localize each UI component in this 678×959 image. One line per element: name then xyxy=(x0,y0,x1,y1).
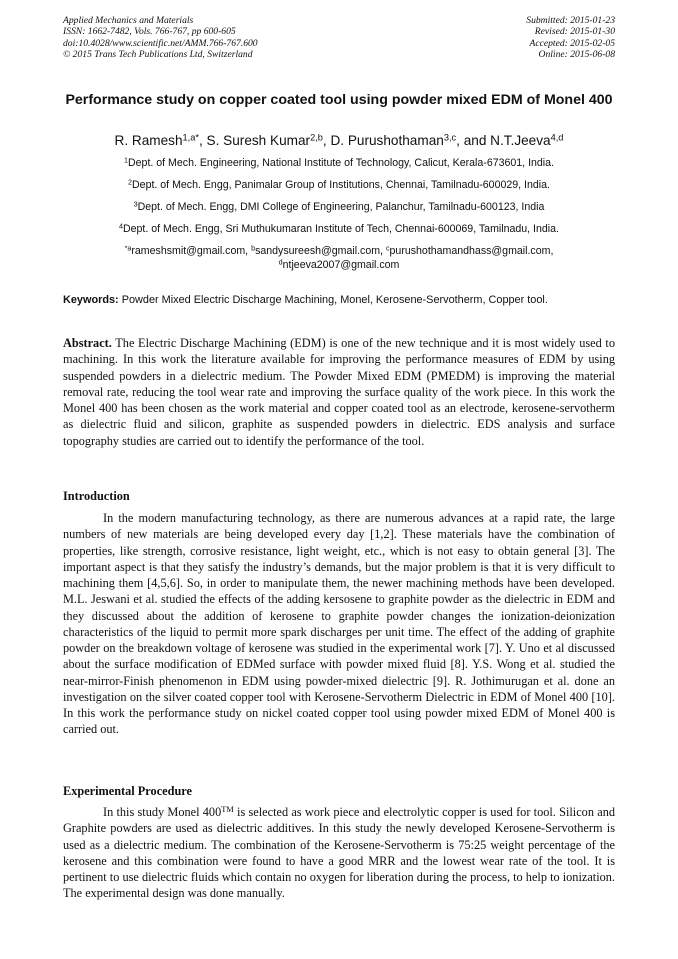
email-address[interactable]: sandysureesh@gmail.com xyxy=(255,245,381,257)
keywords xyxy=(63,293,615,307)
doi-line: doi:10.4028/www.scientific.net/AMM.766-767.600 xyxy=(63,37,258,49)
email-address[interactable]: rameshsmit@gmail.com xyxy=(131,245,246,257)
affiliation-4: $^4$Dept. of Mech. Engg, Sri Muthukumaran Institute of Tech, Chennai-600069, Tamilnadu, India. xyxy=(119,221,559,235)
introduction-paragraph: In the modern manufacturing technology, as there are numerous advances at a rapid rate, the large numbers of new materials are being developed every day [1,2]. These materials have the combination of properties, like strength, corrosive resistance, light weight, etc., which is not easy to obtain general [3]. The important aspect is that they satisfy the industry’s demands, but the major problem is that it is very difficult to machining them [4,5,6]. So, in order to manipulate them, the newer machining methods have been developed. M.L. Jeswani et al. studied the effects of the adding kersosene to graphite powder as the dielectric in EDM and they discussed about the addition of kerosene to graphite powder changes the ionization-deionization characteristics of the liquid to permit more spark discharges per unit time. The effect of the adding of graphite powder on the breakdown voltage of kerosene was studied in the experimental work [7]. Y. Uno et al discussed about the surface modification of EDMed surface with powder mixed fluid [8]. Y.S. Wong et al. studied the near-mirror-Finish phenomenon in EDM using powder-mixed dielectric [9]. R. Jothimurugan et al. done an investigation on the silver coated copper tool with Kerosene-Servotherm Dielectric in EDM of Monel 400 [10]. In this work the performance study on nickel coated copper tool using powder mixed EDM of Monel 400 is carried out. xyxy=(63,511,615,737)
submitted-date: Submitted: 2015-01-23 xyxy=(526,15,615,26)
author-emails: $^{*a}$rameshsmit@gmail.com, $^b$sandysureesh@gmail.com, $^c$purushothamandhass@gmail.com, $^d$ntjeeva2007@gmail.com xyxy=(124,243,554,271)
revised-date: Revised: 2015-01-30 xyxy=(534,26,615,38)
affiliation-2: $^2$Dept. of Mech. Engg, Panimalar Group of Institutions, Chennai, Tamilnadu-600029, India. xyxy=(128,177,550,191)
affiliation-3: $^3$Dept. of Mech. Engg, DMI College of Engineering, Palanchur, Tamilnadu-600123, India xyxy=(133,199,545,213)
email-address[interactable]: ntjeeva2007@gmail.com xyxy=(282,258,400,271)
author-list xyxy=(20,132,658,149)
section-heading-experimental: Experimental Procedure xyxy=(63,784,192,798)
journal-name: Applied Mechanics and Materials xyxy=(63,15,194,26)
journal-header-left xyxy=(63,15,258,61)
keywords-label: Keywords: xyxy=(63,294,119,306)
abstract-text: The Electric Discharge Machining (EDM) is one of the new technique and it is most widely used to machining. In this work the literature available for improving the performance measures of EDM by using suspended powders in a dielectric medium. The Powder Mixed EDM (PMEDM) is improving the material removal rate, reducing the tool wear rate and improving the surface quality of the work piece. In this work the Monel 400 has been chosen as the work material and copper coated tool as an electrode, kerosene-servotherm as dielectric fluid and silicon, graphite as suspended powders in dielectric. EDS analysis and surface topography studies are carried out to identify the performance of the tool. xyxy=(63,336,615,448)
abstract-label: Abstract. xyxy=(63,336,112,350)
affiliation-1: $^1$Dept. of Mech. Engineering, National Institute of Technology, Calicut, Kerala-673601, India. xyxy=(124,155,554,169)
author: D. Purushothaman$^{3,c}$, and xyxy=(330,132,491,148)
abstract xyxy=(63,335,615,449)
copyright-line: © 2015 Trans Tech Publications Ltd, Switzerland xyxy=(63,49,253,61)
email-address[interactable]: purushothamandhass@gmail.com xyxy=(389,245,551,257)
paper-title: Performance study on copper coated tool using powder mixed EDM of Monel 400 xyxy=(65,92,613,108)
author: R. Ramesh$^{1,a*}$, xyxy=(114,132,207,148)
journal-header-right xyxy=(526,15,615,61)
experimental-paragraph: In this study Monel 400™ is selected as work piece and electrolytic copper is used for tool. Silicon and Graphite powders are used as dielectric additives. In this study the newly developed Kerosene-Servotherm is used as a dielectric medium. The combination of the Kerosene-Servotherm is 75:25 weight percentage of the kerosene and this combination were found to have a good MRR and the lowest wear rate of the tool. It is pertinent to use dielectric fluids which contain no oxygen for liberation during the process, to help to ionization. The experimental design was done manually. xyxy=(63,805,615,901)
author: N.T.Jeeva$^{4,d}$ xyxy=(490,132,564,148)
author: S. Suresh Kumar$^{2,b}$, xyxy=(206,132,331,148)
online-date: Online: 2015-06-08 xyxy=(538,49,615,61)
keywords-text: Powder Mixed Electric Discharge Machining, Monel, Kerosene-Servotherm, Copper tool. xyxy=(121,294,548,306)
section-heading-introduction: Introduction xyxy=(63,489,130,503)
accepted-date: Accepted: 2015-02-05 xyxy=(529,37,615,49)
issn-line: ISSN: 1662-7482, Vols. 766-767, pp 600-605 xyxy=(63,26,236,38)
